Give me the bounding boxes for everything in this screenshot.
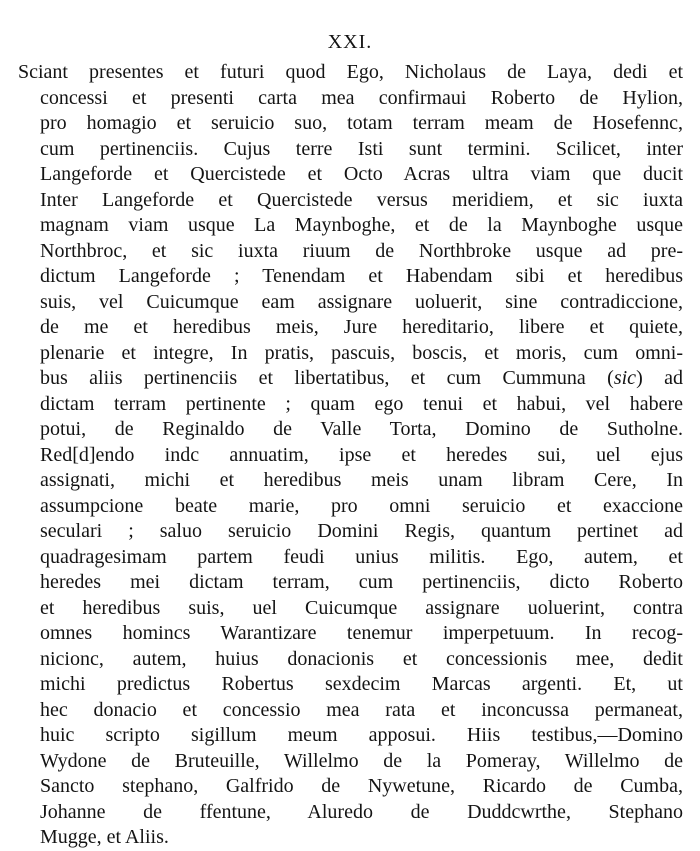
text-line: plenarie et integre, In pratis, pascuis, boscis, et moris, cum omni- bbox=[40, 341, 683, 364]
text-line: Northbroc, et sic iuxta riuum de Northbroke usque ad pre- bbox=[40, 239, 683, 262]
text-line: heredes mei dictam terram, cum pertinenciis, dicto Roberto bbox=[40, 571, 683, 593]
text-line: huic scripto sigillum meum apposui. Hiis testibus,—Domino bbox=[40, 724, 683, 746]
text-line: bus aliis pertinenciis et libertatibus, et cum Cummuna (sic) ad bbox=[40, 367, 683, 389]
charter-text bbox=[18, 60, 683, 851]
text-line: Inter Langeforde et Quercistede versus meridiem, et sic iuxta bbox=[40, 188, 683, 211]
text-line: michi predictus Robertus sexdecim Marcas argenti. Et, ut bbox=[40, 673, 683, 695]
text-line: seculari ; saluo seruicio Domini Regis, quantum pertinet ad bbox=[40, 520, 683, 542]
text-line: Mugge, et Aliis. bbox=[40, 826, 169, 848]
text-line: hec donacio et concessio mea rata et inconcussa permaneat, bbox=[40, 698, 683, 721]
text-line: Wydone de Bruteuille, Willelmo de la Pomeray, Willelmo de bbox=[40, 749, 683, 772]
text-line: concessi et presenti carta mea confirmaui Roberto de Hylion, bbox=[40, 86, 683, 109]
text-line: Johanne de ffentune, Aluredo de Duddcwrthe, Stephano bbox=[40, 800, 683, 823]
text-line: potui, de Reginaldo de Valle Torta, Domino de Sutholne. bbox=[40, 418, 683, 440]
text-line: pro homagio et seruicio suo, totam terram meam de Hosefennc, bbox=[40, 112, 683, 134]
text-line: cum pertinenciis. Cujus terre Isti sunt termini. Scilicet, inter bbox=[40, 137, 683, 160]
text-line: nicionc, autem, huius donacionis et concessionis mee, dedit bbox=[40, 647, 683, 670]
text-line: Langeforde et Quercistede et Octo Acras ultra viam que ducit bbox=[40, 163, 683, 185]
charter-number-heading: XXI. bbox=[327, 31, 373, 53]
text-line: quadragesimam partem feudi unius militis. Ego, autem, et bbox=[40, 545, 683, 568]
text-line: dictam terram pertinente ; quam ego tenui et habui, vel habere bbox=[40, 392, 683, 415]
text-line: et heredibus suis, uel Cuicumque assignare uoluerint, contra bbox=[40, 596, 683, 619]
text-line: assumpcione beate marie, pro omni seruicio et exaccione bbox=[40, 494, 683, 517]
text-line: Sancto stephano, Galfrido de Nywetune, Ricardo de Cumba, bbox=[40, 775, 683, 797]
text-line: suis, vel Cuicumque eam assignare uoluerit, sine contradiccione, bbox=[40, 290, 683, 313]
text-line: omnes homincs Warantizare tenemur imperpetuum. In recog- bbox=[40, 622, 683, 644]
text-line: magnam viam usque La Maynboghe, et de la Maynboghe usque bbox=[40, 214, 683, 236]
text-line: de me et heredibus meis, Jure hereditario, libere et quiete, bbox=[40, 316, 683, 338]
sic-marker: sic bbox=[613, 367, 637, 389]
text-line: dictum Langeforde ; Tenendam et Habendam sibi et heredibus bbox=[40, 265, 683, 287]
text-line: Red[d]endo indc annuatim, ipse et heredes sui, uel ejus bbox=[40, 443, 683, 466]
text-line: assignati, michi et heredibus meis unam libram Cere, In bbox=[40, 469, 683, 491]
text-line: Sciant presentes et futuri quod Ego, Nicholaus de Laya, dedi et bbox=[18, 61, 683, 83]
